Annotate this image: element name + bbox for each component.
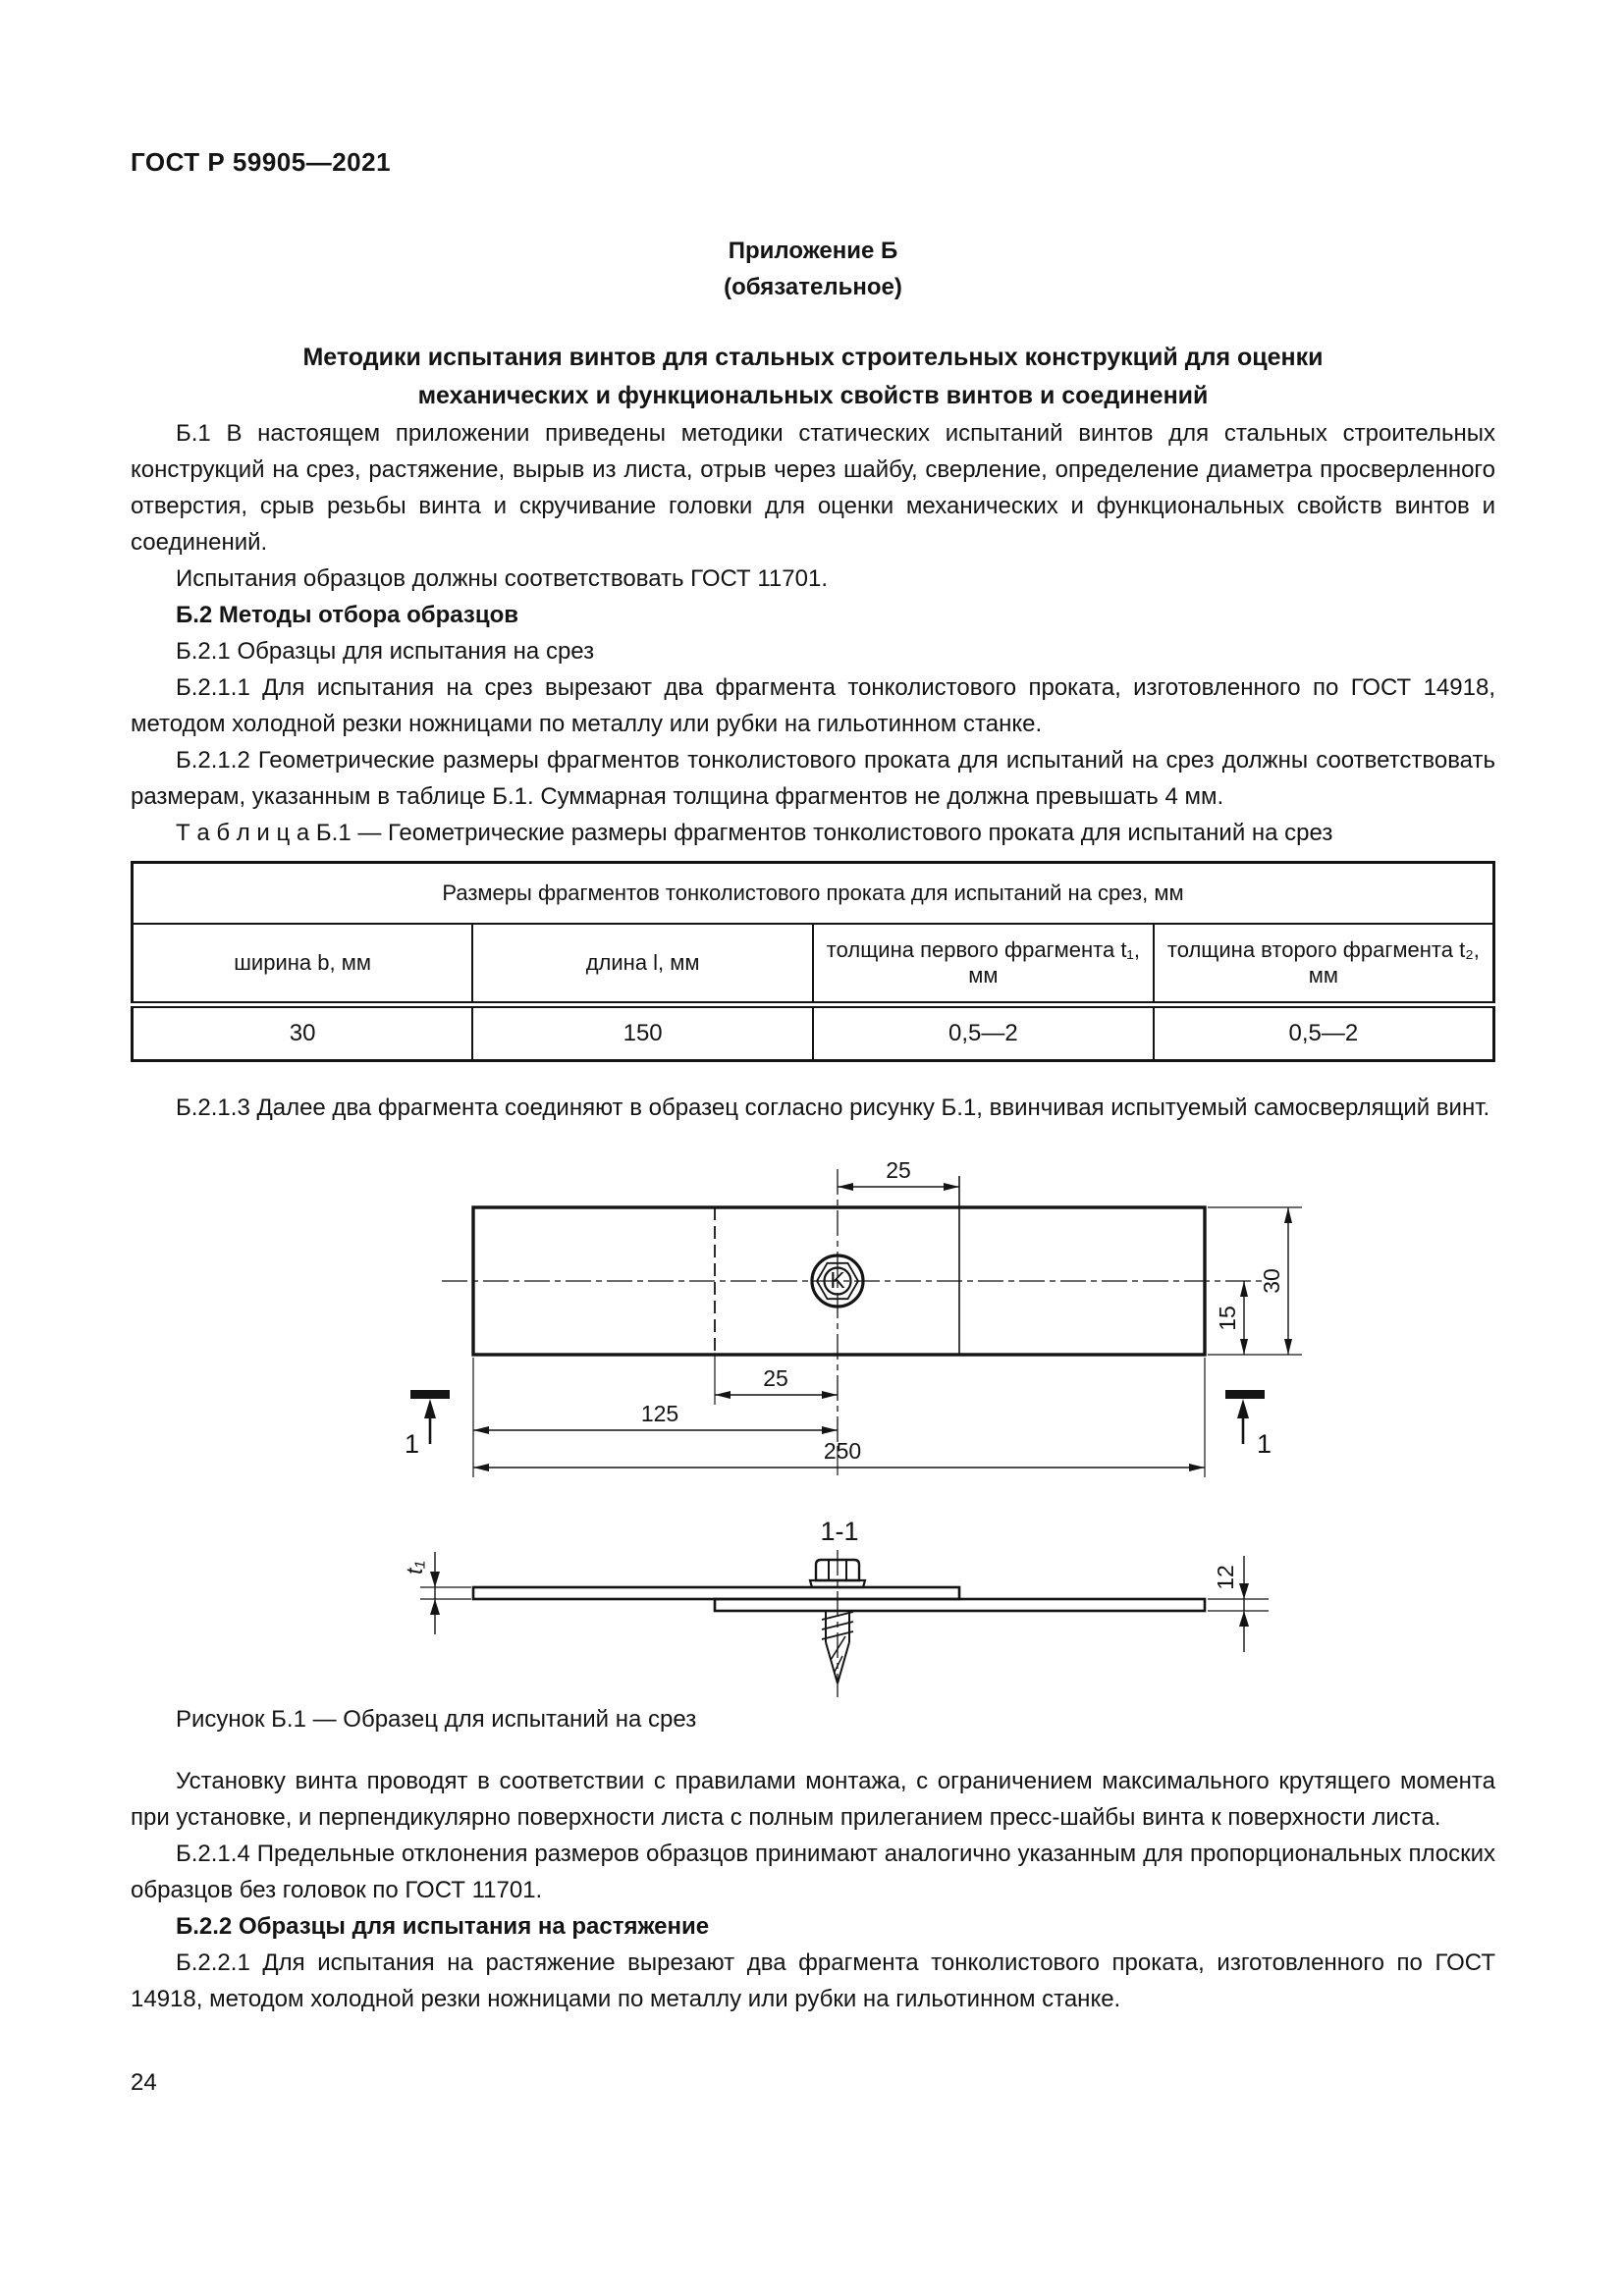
- section-view-label: 1-1: [820, 1517, 859, 1546]
- paragraph-b211: Б.2.1.1 Для испытания на срез вырезают два фрагмента тонколистового проката, изготовленного по ГОСТ 14918, методом холодной резки ножницами по металлу или рубки на гильотинном станке.: [131, 674, 1495, 737]
- svg-text:25: 25: [763, 1365, 788, 1391]
- paragraph-b1-note: Испытания образцов должны соответствовать ГОСТ 11701.: [176, 565, 828, 592]
- appendix-heading-line1: Методики испытания винтов для стальных строительных конструкций для оценки: [302, 344, 1324, 371]
- value-length: 150: [472, 1005, 813, 1061]
- section-view: [402, 1550, 1269, 1697]
- figure-b1-drawing: [393, 1151, 1326, 1701]
- heading-b22: Б.2.2 Образцы для испытания на растяжение: [176, 1913, 710, 1940]
- appendix-heading: [131, 339, 1495, 415]
- svg-text:12: 12: [1213, 1565, 1238, 1590]
- section-mark-left: [405, 1390, 450, 1459]
- second-fragment-section: [715, 1599, 1205, 1611]
- dimension-t1: [402, 1552, 471, 1634]
- table-row: [133, 1005, 1494, 1061]
- table-merged-header: Размеры фрагментов тонколистового проката для испытаний на срез, мм: [133, 863, 1494, 925]
- svg-text:t₁: t₁: [402, 1561, 427, 1575]
- screw-mark-label: K: [830, 1267, 845, 1293]
- svg-text:125: 125: [640, 1401, 679, 1426]
- dimension-top-25: [838, 1157, 959, 1191]
- paragraph-b213: Б.2.1.3 Далее два фрагмента соединяют в образец согласно рисунку Б.1, ввинчивая испытуемый самосверлящий винт.: [176, 1095, 1490, 1121]
- svg-text:15: 15: [1215, 1306, 1240, 1331]
- section-mark-right: [1225, 1390, 1272, 1459]
- column-header-thickness1: толщина первого фрагмента t₁, мм: [813, 924, 1154, 1005]
- dimension-12: [1208, 1556, 1269, 1652]
- value-thickness2: 0,5—2: [1154, 1005, 1494, 1061]
- figure-b1-caption: Рисунок Б.1 — Образец для испытаний на срез: [176, 1706, 697, 1733]
- dimension-15: [1215, 1281, 1248, 1355]
- paragraph-b214: Б.2.1.4 Предельные отклонения размеров образцов принимают аналогично указанным для пропорциональных плоских образцов без головок по ГОСТ 11701.: [131, 1841, 1495, 1903]
- dimension-30: [1259, 1207, 1292, 1355]
- heading-b2: Б.2 Методы отбора образцов: [176, 602, 518, 628]
- table-merged-header-row: [133, 863, 1494, 925]
- column-header-width: ширина b, мм: [133, 924, 473, 1005]
- standard-number-header: ГОСТ Р 59905—2021: [131, 147, 392, 177]
- dimension-125: [473, 1401, 838, 1434]
- column-header-thickness2: толщина второго фрагмента t₂, мм: [1154, 924, 1494, 1005]
- page-number: 24: [131, 2069, 157, 2096]
- value-width: 30: [133, 1005, 473, 1061]
- table-column-header-row: [133, 924, 1494, 1005]
- svg-text:25: 25: [886, 1157, 911, 1183]
- plan-view: [405, 1157, 1302, 1477]
- svg-text:30: 30: [1259, 1268, 1284, 1294]
- dimension-250: [473, 1438, 1205, 1471]
- appendix-heading-line2: механических и функциональных свойств винтов и соединений: [417, 382, 1209, 409]
- paragraph-b221: Б.2.2.1 Для испытания на растяжение вырезают два фрагмента тонколистового проката, изготовленного по ГОСТ 14918, методом холодной резки ножницами по металлу или рубки на гильотинном станке.: [131, 1949, 1495, 2012]
- column-header-length: длина l, мм: [472, 924, 813, 1005]
- appendix-title: Приложение Б: [728, 238, 898, 264]
- table-b1: [131, 861, 1495, 1062]
- table-b1-caption: Т а б л и ц а Б.1 — Геометрические размеры фрагментов тонколистового проката для испытаний на срез: [176, 820, 1333, 846]
- paragraph-b212: Б.2.1.2 Геометрические размеры фрагментов тонколистового проката для испытаний на срез должны соответствовать размерам, указанным в таблице Б.1. Суммарная толщина фрагментов не должна превышать 4 мм.: [131, 747, 1495, 810]
- section-mark-right-label: 1: [1257, 1429, 1272, 1459]
- value-thickness1: 0,5—2: [813, 1005, 1154, 1061]
- figure-b1: [131, 1151, 1495, 1737]
- section-mark-left-label: 1: [405, 1429, 420, 1459]
- paragraph-after-figure: Установку винта проводят в соответствии с правилами монтажа, с ограничением максимального крутящего момента при установке, и перпендикулярно поверхности листа с полным прилеганием пресс-шайбы винта к поверхности листа.: [131, 1768, 1495, 1831]
- first-fragment-section: [473, 1587, 959, 1599]
- page-content: [131, 0, 1495, 2017]
- appendix-subtitle: (обязательное): [724, 274, 902, 300]
- svg-text:250: 250: [823, 1438, 862, 1464]
- heading-b21: Б.2.1 Образцы для испытания на срез: [176, 638, 595, 665]
- paragraph-b1: Б.1 В настоящем приложении приведены методики статических испытаний винтов для стальных строительных конструкций на срез, растяжение, вырыв из листа, отрыв через шайбу, сверление, определение диаметра просверленного отверстия, срыв резьбы винта и скручивание головки для оценки механических и функциональных свойств винтов и соединений.: [131, 420, 1495, 556]
- appendix-title-block: [131, 233, 1495, 305]
- dimension-bottom-25: [715, 1365, 838, 1399]
